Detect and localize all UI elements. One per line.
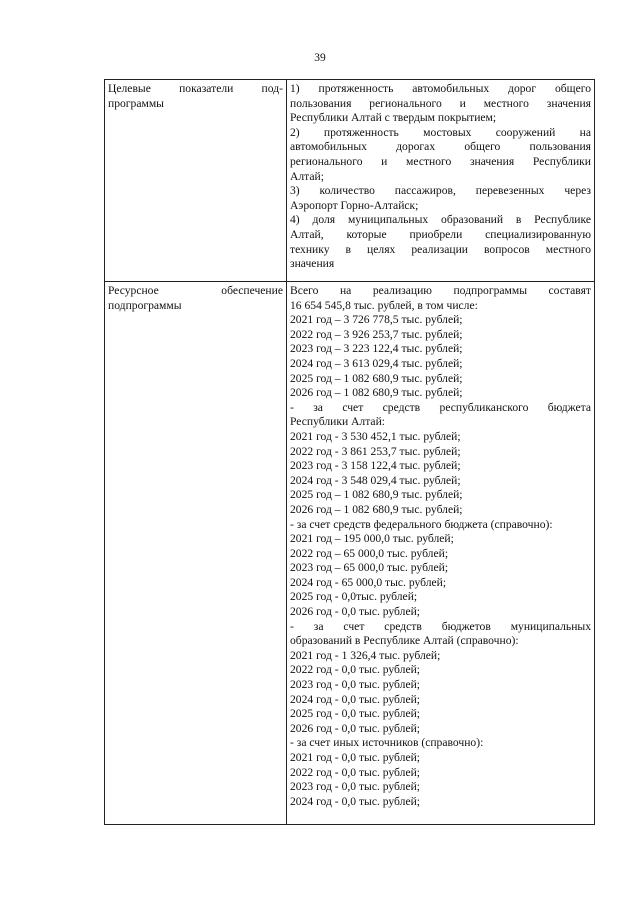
value-line: пользования регионального и местного значения — [290, 96, 591, 110]
value-line: 1) протяженность автомобильных дорог общего — [290, 82, 591, 95]
value-line: регионального и местного значения Республики — [290, 154, 591, 168]
value-line: 2025 год – 1 082 680,9 тыс. рублей; — [290, 371, 463, 385]
row-label-line: подпрограммы — [108, 298, 182, 312]
value-line: 2022 год – 3 926 253,7 тыс. рублей; — [290, 327, 463, 341]
value-line: 2025 год – 1 082 680,9 тыс. рублей; — [290, 488, 463, 502]
value-line: 2024 год - 0,0 тыс. рублей; — [290, 692, 421, 706]
value-line: Аэропорт Горно-Алтайск; — [290, 198, 419, 212]
value-line: 2023 год - 0,0 тыс. рублей; — [290, 780, 421, 794]
subprogram-passport-table — [104, 79, 595, 825]
value-line: значения — [290, 257, 335, 271]
value-line: 2022 год – 65 000,0 тыс. рублей; — [290, 546, 449, 560]
row-label-line: Ресурсное обеспечение — [108, 284, 283, 297]
value-line: автомобильных дорогах общего пользования — [290, 140, 591, 154]
value-line: 2021 год - 0,0 тыс. рублей; — [290, 751, 421, 764]
value-line: 2024 год - 0,0 тыс. рублей; — [290, 794, 421, 808]
value-line: Республики Алтай с твердым покрытием; — [290, 111, 497, 125]
value-line: - за счет иных источников (справочно): — [290, 736, 484, 750]
table-row-resource-provision — [105, 282, 595, 825]
value-line: 2024 год - 65 000,0 тыс. рублей; — [290, 575, 447, 589]
value-line: 2024 год - 3 548 029,4 тыс. рублей; — [290, 473, 461, 487]
table-row-target-indicators — [105, 80, 595, 282]
value-line: Алтай, которые приобрели специализированную — [290, 227, 591, 241]
value-line: 2) протяженность мостовых сооружений на — [290, 125, 591, 139]
value-line: 2025 год - 0,0тыс. рублей; — [290, 590, 418, 604]
row-value-cell — [287, 282, 595, 825]
page-number: 39 — [314, 52, 326, 64]
row-label-line: программы — [108, 96, 164, 110]
value-line: 2023 год - 0,0 тыс. рублей; — [290, 678, 421, 692]
value-line: 2024 год – 3 613 029,4 тыс. рублей; — [290, 356, 463, 370]
value-line: 2021 год – 195 000,0 тыс. рублей; — [290, 532, 454, 546]
row-label-line: Целевые показатели под- — [108, 82, 283, 95]
value-line: 2026 год - 0,0 тыс. рублей; — [290, 605, 421, 619]
value-line: Алтай; — [290, 169, 324, 183]
value-line: 2021 год – 3 726 778,5 тыс. рублей; — [290, 313, 463, 327]
value-line: 2025 год - 0,0 тыс. рублей; — [290, 707, 421, 721]
value-line: - за счет средств республиканского бюджета — [290, 400, 591, 414]
value-line: 2023 год - 3 158 122,4 тыс. рублей; — [290, 459, 461, 473]
value-line: 2026 год - 0,0 тыс. рублей; — [290, 721, 421, 735]
row-value-cell — [287, 80, 595, 282]
value-line: 2023 год – 3 223 122,4 тыс. рублей; — [290, 342, 463, 356]
value-line: - за счет средств бюджетов муниципальных — [290, 619, 591, 633]
value-line: образований в Республике Алтай (справочно): — [290, 634, 519, 648]
value-line: 3) количество пассажиров, перевезенных через — [290, 184, 591, 198]
row-label-cell — [105, 80, 287, 282]
value-line: 2023 год – 65 000,0 тыс. рублей; — [290, 561, 449, 575]
value-line: 2022 год - 0,0 тыс. рублей; — [290, 765, 421, 779]
value-line: 2022 год - 3 861 253,7 тыс. рублей; — [290, 444, 461, 458]
value-line: Республики Алтай: — [290, 415, 385, 429]
value-line: 2026 год – 1 082 680,9 тыс. рублей; — [290, 386, 463, 400]
value-line: Всего на реализацию подпрограммы составят — [290, 284, 591, 297]
value-line: 4) доля муниципальных образований в Республике — [290, 213, 591, 227]
value-line: - за счет средств федерального бюджета (справочно): — [290, 517, 553, 531]
row-label-cell — [105, 282, 287, 825]
value-line: технику в целях реализации вопросов местного — [290, 242, 591, 256]
value-line: 2021 год - 3 530 452,1 тыс. рублей; — [290, 429, 461, 443]
value-line: 2022 год - 0,0 тыс. рублей; — [290, 663, 421, 677]
value-line: 2026 год – 1 082 680,9 тыс. рублей; — [290, 502, 463, 516]
value-line: 2021 год - 1 326,4 тыс. рублей; — [290, 648, 441, 662]
value-line: 16 654 545,8 тыс. рублей, в том числе: — [290, 298, 478, 312]
